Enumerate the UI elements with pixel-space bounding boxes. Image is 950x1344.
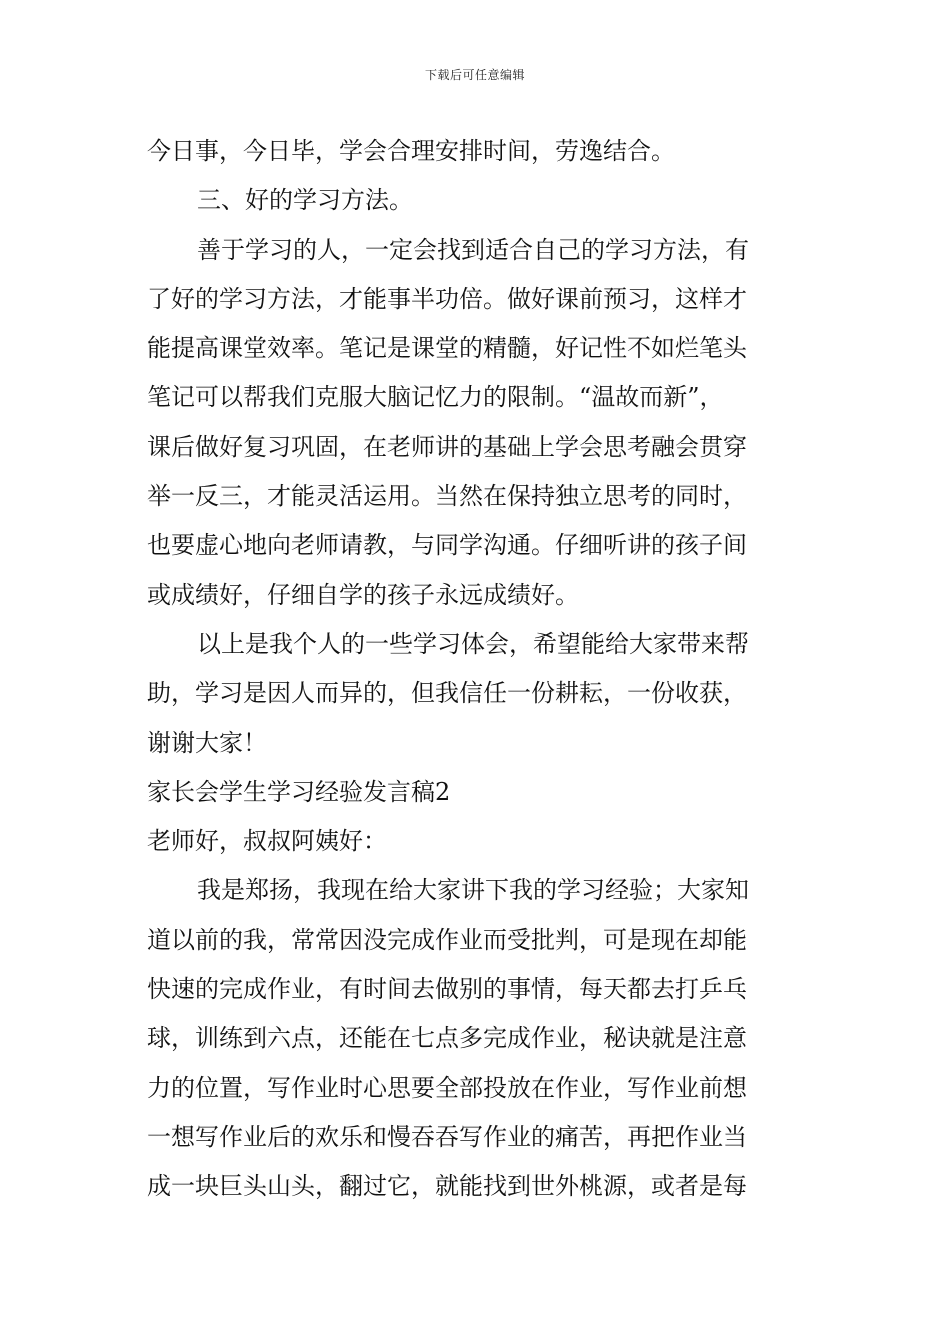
text-line: 课后做好复习巩固，在老师讲的基础上学会思考融会贯穿 xyxy=(147,432,747,461)
text-line: 了好的学习方法，才能事半功倍。做好课前预习，这样才 xyxy=(147,284,747,313)
text-line: 球，训练到六点，还能在七点多完成作业，秘诀就是注意 xyxy=(147,1024,747,1053)
text-line: 我是郑扬，我现在给大家讲下我的学习经验；大家知 xyxy=(197,876,749,905)
text-line: 也要虚心地向老师请教，与同学沟通。仔细听讲的孩子间 xyxy=(147,531,747,560)
text-line: 一想写作业后的欢乐和慢吞吞写作业的痛苦，再把作业当 xyxy=(147,1122,747,1151)
text-line: 今日事，今日毕，学会合理安排时间，劳逸结合。 xyxy=(147,137,675,165)
text-line: 举一反三，才能灵活运用。当然在保持独立思考的同时， xyxy=(147,482,747,511)
text-line: 以上是我个人的一些学习体会，希望能给大家带来帮 xyxy=(197,629,749,658)
text-line: 家长会学生学习经验发言稿2 xyxy=(147,777,451,806)
text-line: 笔记可以帮我们克服大脑记忆力的限制。“温故而新”， xyxy=(147,383,724,412)
text-line: 道以前的我，常常因没完成作业而受批判，可是现在却能 xyxy=(147,925,747,954)
text-line: 三、好的学习方法。 xyxy=(197,186,413,215)
text-line: 老师好，叔叔阿姨好： xyxy=(147,827,387,856)
text-line: 或成绩好，仔细自学的孩子永远成绩好。 xyxy=(147,580,579,609)
text-line: 谢谢大家！ xyxy=(147,728,267,757)
text-line: 成一块巨头山头，翻过它，就能找到世外桃源，或者是每 xyxy=(147,1172,747,1201)
text-line: 能提高课堂效率。笔记是课堂的精髓，好记性不如烂笔头 xyxy=(147,334,747,363)
text-line: 力的位置，写作业时心思要全部投放在作业，写作业前想 xyxy=(147,1073,747,1102)
header-note: 下载后可任意编辑 xyxy=(424,68,525,82)
text-line: 善于学习的人，一定会找到适合自己的学习方法，有 xyxy=(197,235,749,264)
text-line: 快速的完成作业，有时间去做别的事情，每天都去打乒乓 xyxy=(147,975,747,1004)
text-line: 助，学习是因人而异的，但我信任一份耕耘，一份收获， xyxy=(147,679,747,708)
document-body xyxy=(147,127,807,1212)
